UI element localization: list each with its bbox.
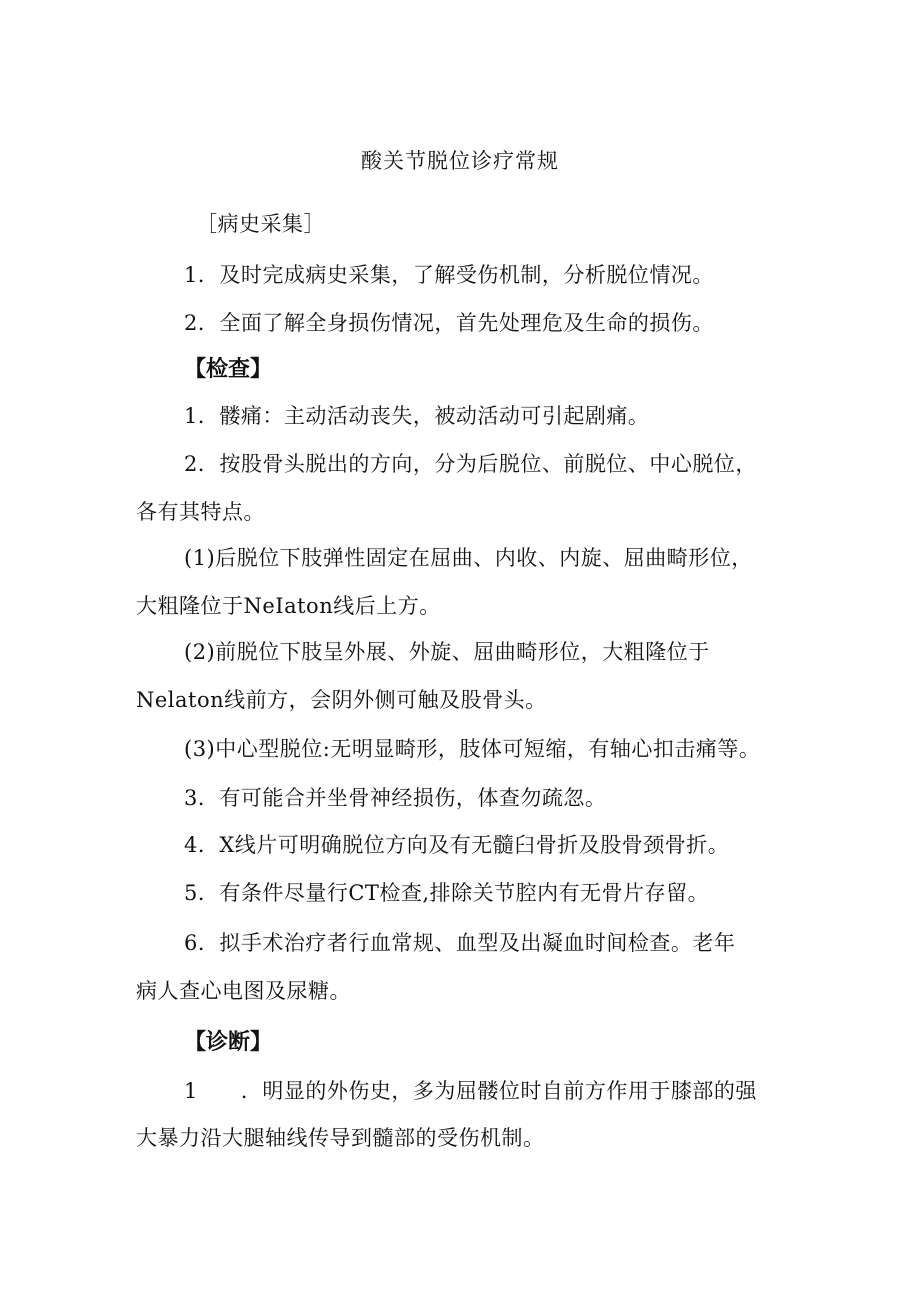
- paragraph: 1 ．明显的外伤史，多为屈髅位时自前方作用于膝部的强: [184, 1079, 757, 1103]
- paragraph: (2)前脱位下肢呈外展、外旋、屈曲畸形位，大粗隆位于: [184, 640, 710, 664]
- paragraph: 1．髅痛：主动活动丧失，被动活动可引起剧痛。: [184, 404, 650, 428]
- paragraph: 5．有条件尽量行CT检查,排除关节腔内有无骨片存留。: [184, 881, 710, 905]
- paragraph: 大粗隆位于NeIaton线后上方。: [136, 594, 441, 618]
- section-heading-diagnosis: 【诊断】: [184, 1029, 273, 1055]
- paragraph: 各有其特点。: [136, 500, 265, 524]
- paragraph: 4．X线片可明确脱位方向及有无髓臼骨折及股骨颈骨折。: [184, 833, 730, 857]
- section-heading-history: ［病史采集］: [196, 212, 325, 236]
- paragraph: 大暴力沿大腿轴线传导到髓部的受伤机制。: [136, 1126, 545, 1150]
- paragraph: 2．全面了解全身损伤情况，首先处理危及生命的损伤。: [184, 311, 714, 335]
- page-title: 酸关节脱位诊疗常规: [361, 149, 559, 173]
- paragraph: 3．有可能合并坐骨神经损伤，体查勿疏忽。: [184, 786, 607, 810]
- paragraph: 2．按股骨头脱出的方向，分为后脱位、前脱位、中心脱位，: [184, 452, 757, 476]
- paragraph: Nelaton线前方，会阴外侧可触及股骨头。: [136, 688, 547, 712]
- paragraph: (1)后脱位下肢弹性固定在屈曲、内收、内旋、屈曲畸形位，: [184, 546, 753, 570]
- paragraph: 病人查心电图及尿糖。: [136, 979, 351, 1003]
- paragraph: (3)中心型脱位:无明显畸形，肢体可短缩，有轴心扣击痛等。: [184, 737, 761, 761]
- section-heading-exam: 【检查】: [184, 356, 273, 382]
- paragraph: 6．拟手术治疗者行血常规、血型及出凝血时间检查。老年: [184, 931, 736, 955]
- paragraph: 1．及时完成病史采集，了解受伤机制，分析脱位情况。: [184, 263, 714, 287]
